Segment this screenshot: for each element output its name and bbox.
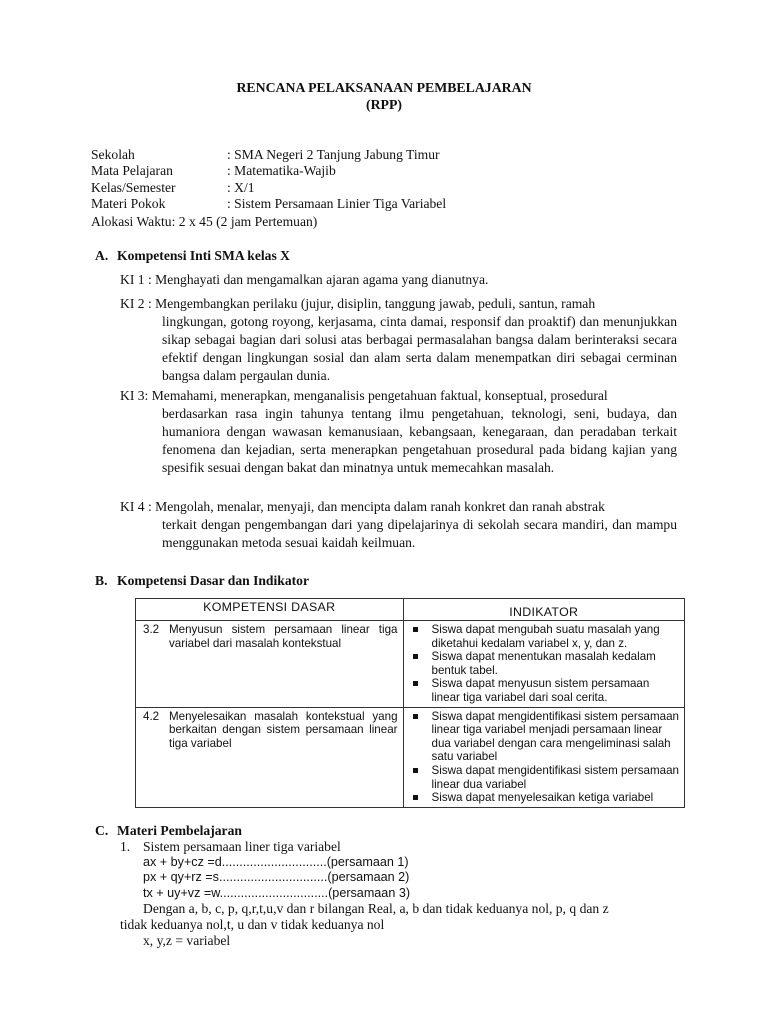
indikator-item: Siswa dapat menyusun sistem persamaan linear tiga variabel dari soal cerita.	[409, 677, 679, 704]
indikator-cell	[403, 707, 684, 807]
kd-number: 4.2	[143, 709, 160, 723]
ki-rest: lingkungan, gotong royong, kerjasama, cinta damai, responsif dan proaktif) dan menunjukkan sikap sebagai bagian dari solusi atas berbagai permasalahan bangsa dalam berinteraksi secara efektif dengan lingkungan sosial dan alam serta dalam menempatkan diri sebagai cerminan bangsa dalam pergaulan dunia.	[162, 314, 677, 383]
ki-4	[120, 498, 677, 552]
equation-3: tx + uy+vz =w...............................(persamaan 3)	[143, 885, 411, 900]
document-subtitle: (RPP)	[365, 97, 402, 112]
dengan-text: Dengan a, b, c, p, q,r,t,u,v dan r bilangan Real, a, b dan tidak keduanya nol, p, q dan z	[143, 901, 609, 917]
section-letter: C.	[95, 823, 109, 838]
kd-cell	[136, 707, 404, 807]
table-header-row	[136, 599, 685, 621]
ki-first-line: KI 1 : Menghayati dan mengamalkan ajaran agama yang dianutnya.	[120, 272, 489, 287]
table-row	[136, 621, 685, 708]
info-value: : SMA Negeri 2 Tanjung Jabung Timur	[227, 147, 440, 162]
info-value: : Matematika-Wajib	[227, 163, 336, 179]
info-block	[91, 147, 446, 213]
ki-rest: terkait dengan pengembangan dari yang dipelajarinya di sekolah secara mandiri, dan mampu menggunakan metoda sesuai kaidah keilmuan.	[162, 517, 677, 550]
indikator-cell	[403, 621, 684, 708]
ki-1	[120, 271, 677, 289]
indikator-item: Siswa dapat mengidentifikasi sistem persamaan linear tiga variabel menjadi persamaan linear dua variabel dengan cara mengeliminasi salah satu variabel	[409, 710, 679, 764]
materi-item-number: 1.	[120, 839, 131, 854]
section-a-heading	[95, 248, 290, 264]
section-title: Kompetensi Inti SMA kelas X	[117, 248, 290, 263]
materi-item-title: Sistem persamaan liner tiga variabel	[143, 839, 341, 854]
info-row-mata-pelajaran	[91, 163, 446, 179]
info-label: Kelas/Semester	[91, 179, 176, 195]
section-letter: A.	[95, 248, 109, 263]
info-row-materi-pokok	[91, 196, 446, 212]
ki-first-line: KI 2 : Mengembangkan perilaku (jujur, disiplin, tanggung jawab, peduli, santun, ramah	[120, 296, 596, 311]
ki-3	[120, 387, 677, 477]
ki-first-line: KI 3: Memahami, menerapkan, menganalisis pengetahuan faktual, konseptual, prosedural	[120, 388, 608, 403]
indikator-item: Siswa dapat menyelesaikan ketiga variabel	[409, 791, 679, 805]
indikator-item: Siswa dapat mengidentifikasi sistem persamaan linear dua variabel	[409, 764, 679, 791]
section-b-heading	[95, 573, 309, 589]
section-letter: B.	[95, 573, 108, 588]
alokasi-waktu: Alokasi Waktu: 2 x 45 (2 jam Pertemuan)	[91, 214, 318, 229]
info-label: Sekolah	[91, 147, 135, 162]
section-c-heading	[95, 823, 242, 839]
equation-2: px + qy+rz =s...............................(persamaan 2)	[143, 870, 410, 885]
dengan-text-cont: tidak keduanya nol,t, u dan v tidak keduanya nol	[120, 916, 385, 932]
document-title: RENCANA PELAKSANAAN PEMBELAJARAN	[236, 80, 532, 95]
ki-rest: berdasarkan rasa ingin tahunya tentang ilmu pengetahuan, teknologi, seni, budaya, dan humaniora dengan wawasan kemanusiaan, kebangsaan, kenegaraan, dan peradaban terkait fenomena dan kejadian, serta menerapkan pengetahuan prosedural pada bidang kajian yang spesifik sesuai dengan bakat dan minatnya untuk memecahkan masalah.	[162, 406, 677, 475]
materi-block	[120, 839, 680, 948]
header-indikator: INDIKATOR	[403, 599, 684, 621]
section-title: Materi Pembelajaran	[117, 823, 242, 838]
info-value: : Sistem Persamaan Linier Tiga Variabel	[227, 196, 447, 212]
info-row-kelas-semester	[91, 180, 446, 196]
indikator-item: Siswa dapat menentukan masalah kedalam bentuk tabel.	[409, 650, 679, 677]
kd-indikator-table	[135, 598, 685, 808]
header-kompetensi-dasar: KOMPETENSI DASAR	[136, 599, 404, 621]
ki-2	[120, 295, 677, 385]
ki-first-line: KI 4 : Mengolah, menalar, menyaji, dan mencipta dalam ranah konkret dan ranah abstrak	[120, 499, 605, 514]
kd-text: Menyusun sistem persamaan linear tiga variabel dari masalah kontekstual	[169, 623, 398, 650]
variabel-text: x, y,z = variabel	[143, 932, 231, 948]
info-label: Mata Pelajaran	[91, 163, 173, 179]
section-title: Kompetensi Dasar dan Indikator	[117, 573, 309, 588]
info-row-sekolah	[91, 147, 446, 163]
kd-text: Menyelesaikan masalah kontekstual yang berkaitan dengan sistem persamaan linear tiga variabel	[169, 709, 398, 750]
info-value: : X/1	[227, 179, 255, 195]
materi-item	[120, 839, 680, 855]
info-label: Materi Pokok	[91, 196, 166, 212]
kd-number: 3.2	[143, 623, 160, 636]
table-row	[136, 707, 685, 807]
indikator-item: Siswa dapat mengubah suatu masalah yang diketahui kedalam variabel x, y, dan z.	[409, 623, 679, 650]
kd-cell	[136, 621, 404, 708]
equation-1: ax + by+cz =d..............................(persamaan 1)	[143, 854, 409, 869]
